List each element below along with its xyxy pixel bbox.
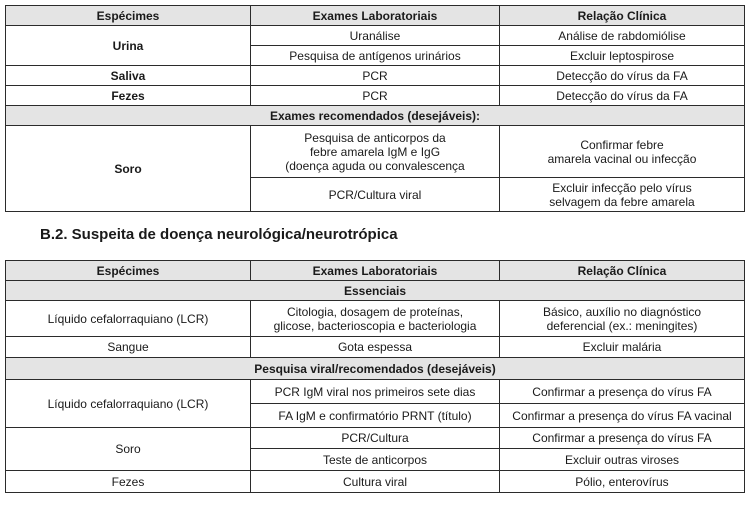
relation-cell: Análise de rabdomiólise	[500, 26, 745, 46]
relation-cell	[500, 301, 745, 337]
specimen-cell: Sangue	[6, 337, 251, 358]
exam-cell: PCR	[251, 86, 500, 106]
table-row	[6, 380, 745, 404]
exam-cell: Uranálise	[251, 26, 500, 46]
relation-cell: Excluir leptospirose	[500, 46, 745, 66]
relation-cell	[500, 126, 745, 178]
exam-line: febre amarela IgM e IgG	[309, 144, 441, 159]
section-row	[6, 106, 745, 126]
table-row	[6, 471, 745, 493]
specimen-table-1	[5, 5, 745, 212]
exam-cell: PCR/Cultura viral	[251, 178, 500, 212]
relation-cell: Excluir malária	[500, 337, 745, 358]
section-row	[6, 281, 745, 301]
exam-line: glicose, bacterioscopia e bacteriologia	[273, 318, 477, 333]
table-header-row	[6, 6, 745, 26]
header-relacao: Relação Clínica	[500, 261, 745, 281]
specimen-cell: Fezes	[6, 471, 251, 493]
relation-line: selvagem da febre amarela	[549, 194, 695, 209]
relation-line: Básico, auxílio no diagnóstico	[542, 304, 702, 319]
section-row	[6, 358, 745, 380]
specimen-cell: Líquido cefalorraquiano (LCR)	[6, 380, 251, 428]
relation-cell: Confirmar a presença do vírus FA	[500, 428, 745, 449]
exam-cell: Pesquisa de antígenos urinários	[251, 46, 500, 66]
exam-cell: Teste de anticorpos	[251, 449, 500, 471]
header-relacao: Relação Clínica	[500, 6, 745, 26]
specimen-cell: Soro	[6, 126, 251, 212]
table-row	[6, 126, 745, 178]
relation-cell: Excluir outras viroses	[500, 449, 745, 471]
header-exames: Exames Laboratoriais	[251, 261, 500, 281]
relation-cell: Confirmar a presença do vírus FA vacinal	[500, 404, 745, 428]
relation-cell: Pólio, enterovírus	[500, 471, 745, 493]
relation-line: Confirmar febre	[580, 137, 664, 152]
header-exames: Exames Laboratoriais	[251, 6, 500, 26]
relation-cell	[500, 178, 745, 212]
header-especimes: Espécimes	[6, 6, 251, 26]
specimen-cell: Saliva	[6, 66, 251, 86]
relation-cell: Detecção do vírus da FA	[500, 66, 745, 86]
specimen-cell: Fezes	[6, 86, 251, 106]
exam-cell: Cultura viral	[251, 471, 500, 493]
exam-line: Pesquisa de anticorpos da	[304, 130, 446, 145]
exam-cell	[251, 126, 500, 178]
table-row	[6, 66, 745, 86]
section-recommended: Exames recomendados (desejáveis):	[6, 106, 745, 126]
table-row	[6, 26, 745, 46]
table-row	[6, 301, 745, 337]
specimen-cell: Líquido cefalorraquiano (LCR)	[6, 301, 251, 337]
exam-line: Citologia, dosagem de proteínas,	[286, 304, 464, 319]
specimen-cell: Urina	[6, 26, 251, 66]
exam-cell: PCR/Cultura	[251, 428, 500, 449]
table-row	[6, 428, 745, 449]
section-heading: B.2. Suspeita de doença neurológica/neurotrópica	[40, 226, 398, 243]
table-header-row	[6, 261, 745, 281]
relation-line: Excluir infecção pelo vírus	[552, 180, 692, 195]
table-row	[6, 86, 745, 106]
relation-cell: Detecção do vírus da FA	[500, 86, 745, 106]
exam-cell: FA IgM e confirmatório PRNT (título)	[251, 404, 500, 428]
exam-cell: PCR	[251, 66, 500, 86]
section-essential: Essenciais	[6, 281, 745, 301]
header-especimes: Espécimes	[6, 261, 251, 281]
relation-cell: Confirmar a presença do vírus FA	[500, 380, 745, 404]
exam-cell	[251, 301, 500, 337]
specimen-table-2	[5, 260, 745, 493]
relation-line: deferencial (ex.: meningites)	[546, 318, 698, 333]
section-viral: Pesquisa viral/recomendados (desejáveis)	[6, 358, 745, 380]
exam-cell: PCR IgM viral nos primeiros sete dias	[251, 380, 500, 404]
exam-line: (doença aguda ou convalescença	[285, 158, 465, 173]
specimen-cell: Soro	[6, 428, 251, 471]
exam-cell: Gota espessa	[251, 337, 500, 358]
table-row	[6, 337, 745, 358]
relation-line: amarela vacinal ou infecção	[547, 151, 697, 166]
